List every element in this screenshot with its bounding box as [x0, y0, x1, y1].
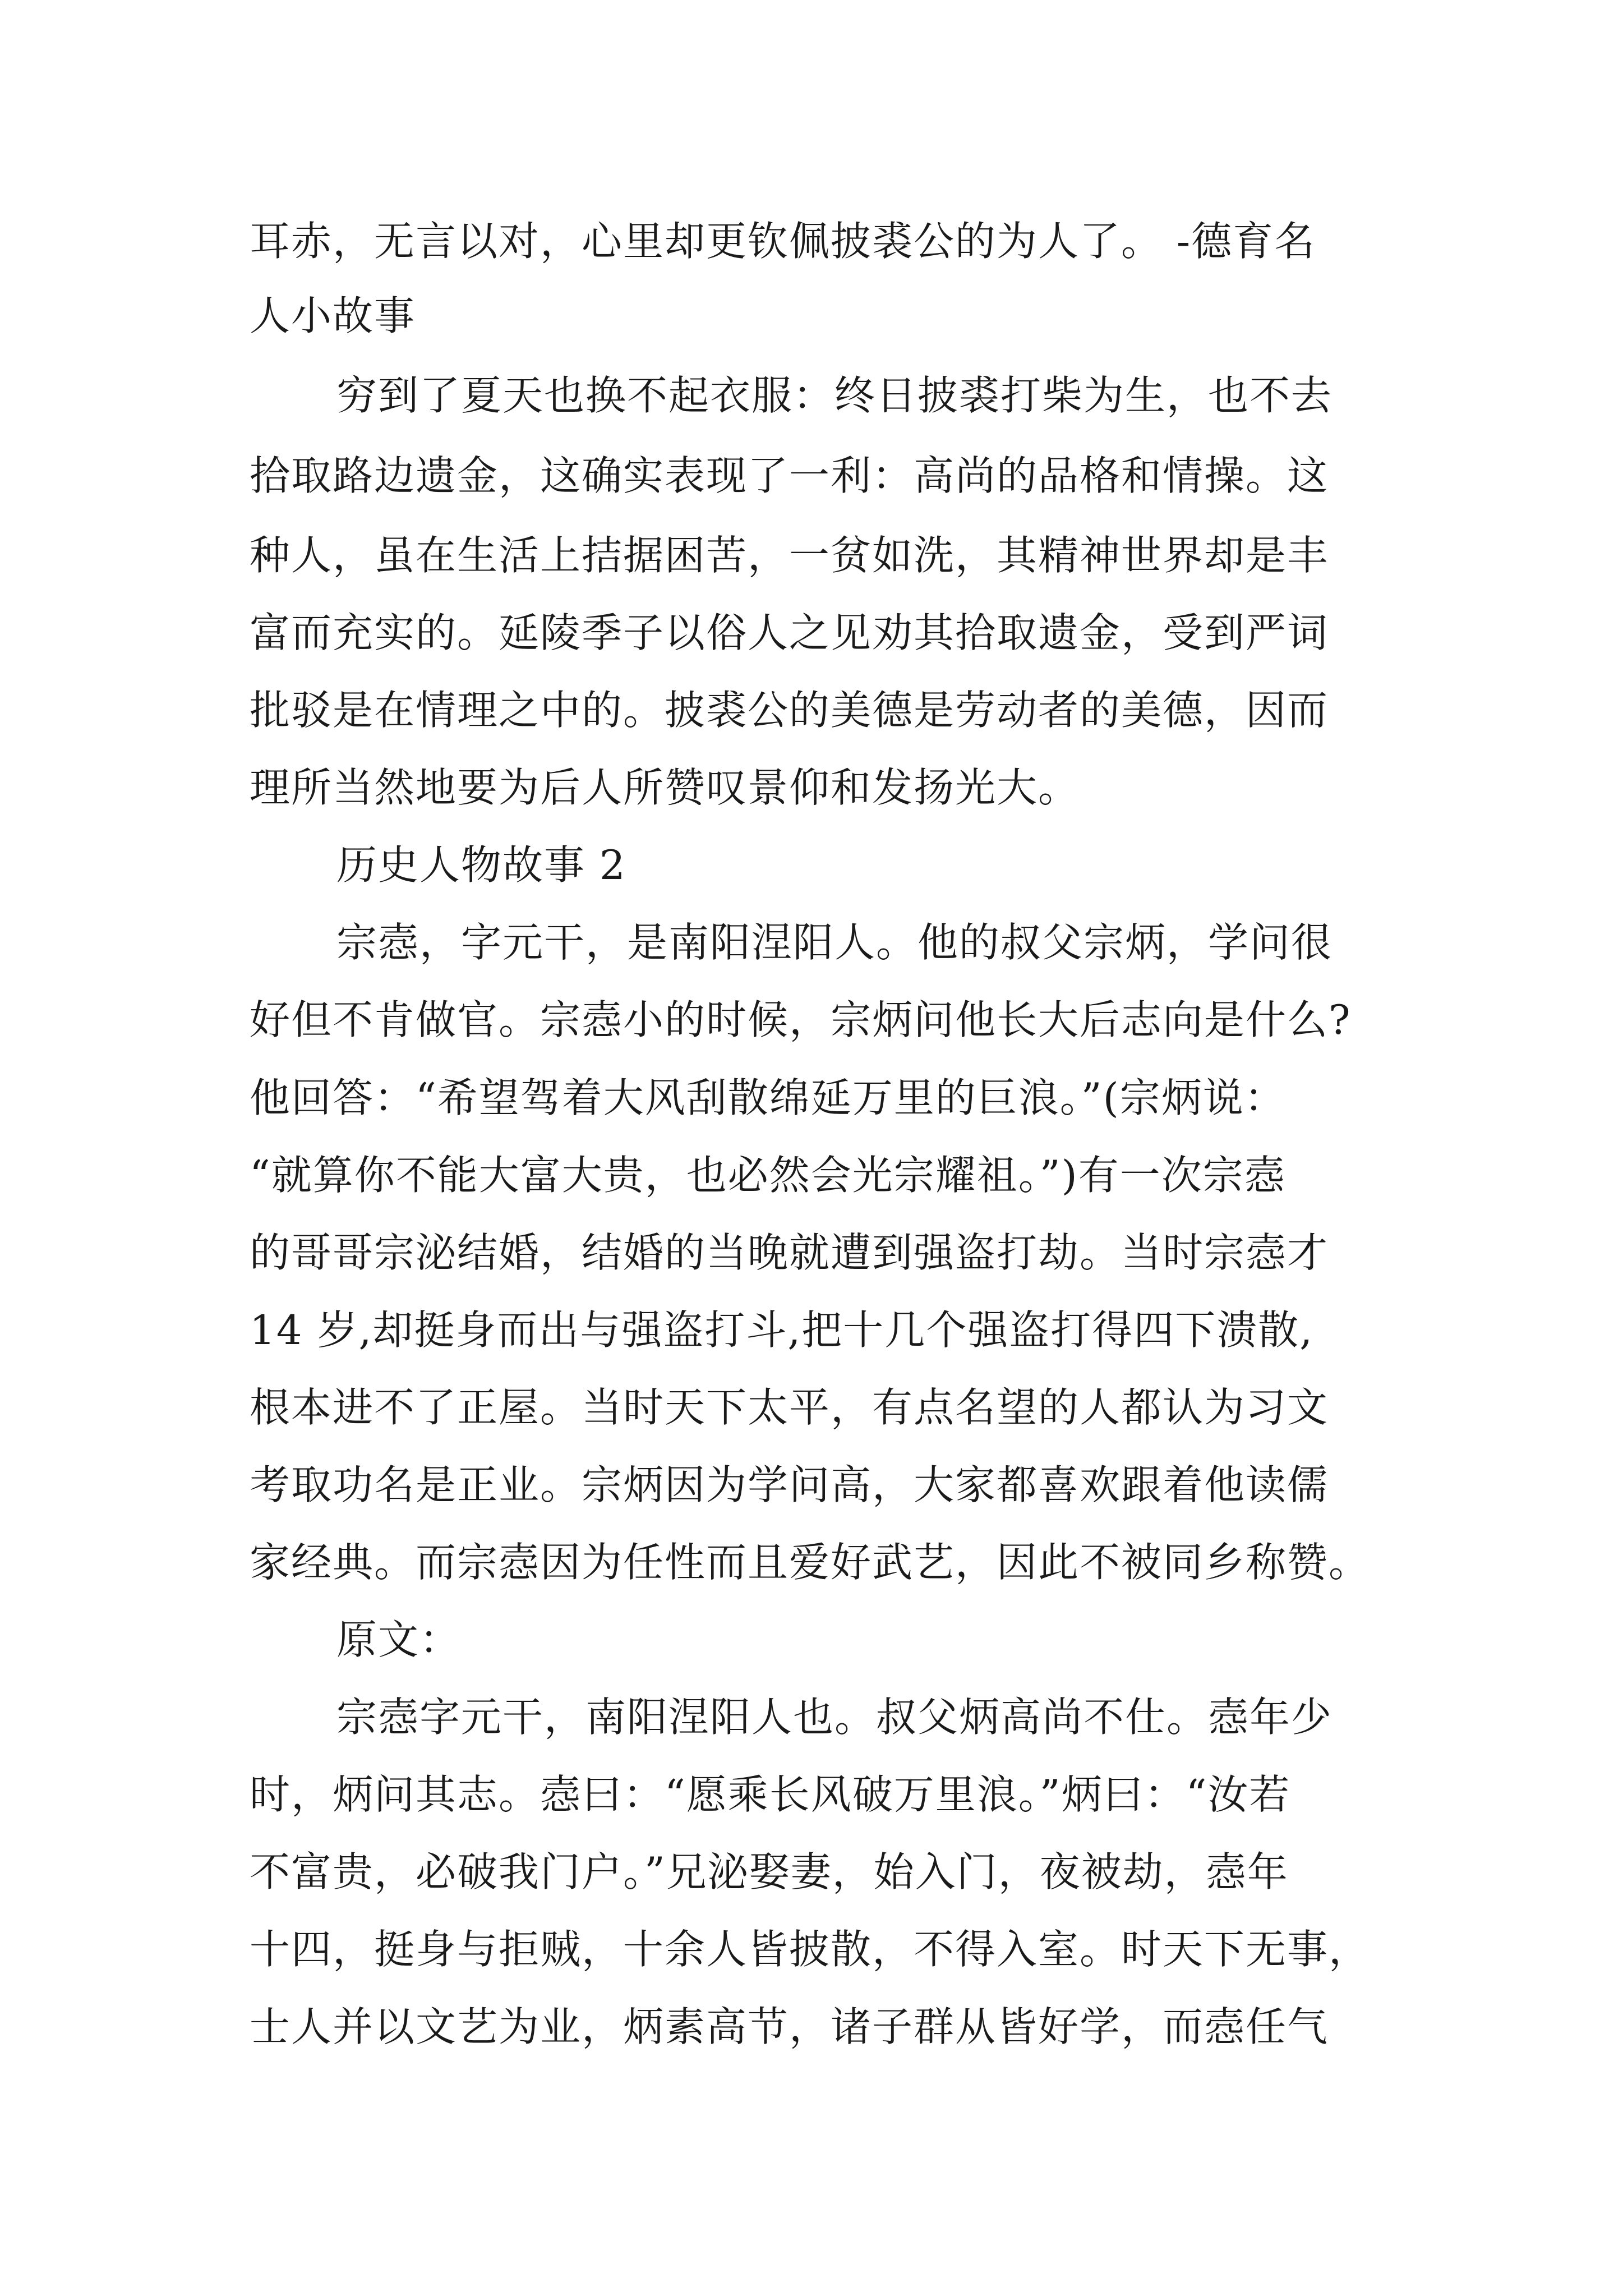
- text-line: 批驳是在情理之中的。披裘公的美德是劳动者的美德，因而: [250, 687, 1329, 734]
- text-line: 14 岁,却挺身而出与强盗打斗,把十几个强盗打得四下溃散,: [250, 1306, 1314, 1354]
- text-line: 家经典。而宗悫因为任性而且爱好武艺，因此不被同乡称赞。: [250, 1539, 1371, 1586]
- text-line: 穷到了夏天也换不起衣服：终日披裘打柴为生，也不去: [336, 372, 1333, 419]
- text-line: 拾取路边遗金，这确实表现了一利：高尚的品格和情操。这: [250, 452, 1329, 499]
- text-line: 他回答：“希望驾着大风刮散绵延万里的巨浪。”(宗炳说：: [250, 1074, 1286, 1121]
- text-line: 好但不肯做官。宗悫小的时候，宗炳问他长大后志向是什么?: [250, 996, 1352, 1043]
- text-line: 十四，挺身与拒贼，十余人皆披散，不得入室。时天下无事，: [250, 1926, 1371, 1973]
- text-line: 士人并以文艺为业，炳素高节，诸子群从皆好学，而悫任气: [250, 2003, 1329, 2050]
- text-line: 的哥哥宗泌结婚，结婚的当晚就遭到强盗打劫。当时宗悫才: [250, 1229, 1329, 1276]
- text-line: 根本进不了正屋。当时天下太平，有点名望的人都认为习文: [250, 1384, 1329, 1431]
- text-line: 富而充实的。延陵季子以俗人之见劝其拾取遗金，受到严词: [250, 609, 1329, 656]
- text-line: 宗悫，字元干，是南阳涅阳人。他的叔父宗炳，学问很: [336, 919, 1333, 966]
- text-line: 不富贵，必破我门户。”兄泌娶妻，始入门，夜被劫，悫年: [250, 1848, 1289, 1895]
- text-line: 考取功名是正业。宗炳因为学问高，大家都喜欢跟着他读儒: [250, 1461, 1329, 1508]
- text-line: 人小故事: [250, 292, 416, 339]
- text-line: 时，炳问其志。悫曰：“愿乘长风破万里浪。”炳曰：“汝若: [250, 1771, 1291, 1818]
- section-heading: 原文：: [336, 1616, 462, 1663]
- text-line: 耳赤，无言以对，心里却更钦佩披裘公的为人了。 -德育名: [250, 218, 1316, 265]
- text-line: 理所当然地要为后人所赞叹景仰和发扬光大。: [250, 764, 1080, 811]
- text-line: 种人，虽在生活上拮据困苦，一贫如洗，其精神世界却是丰: [250, 532, 1329, 579]
- text-line: “就算你不能大富大贵，也必然会光宗耀祖。”)有一次宗悫: [250, 1152, 1286, 1199]
- text-line: 宗悫字元干，南阳涅阳人也。叔父炳高尚不仕。悫年少: [336, 1694, 1333, 1741]
- section-heading: 历史人物故事 2: [336, 841, 626, 889]
